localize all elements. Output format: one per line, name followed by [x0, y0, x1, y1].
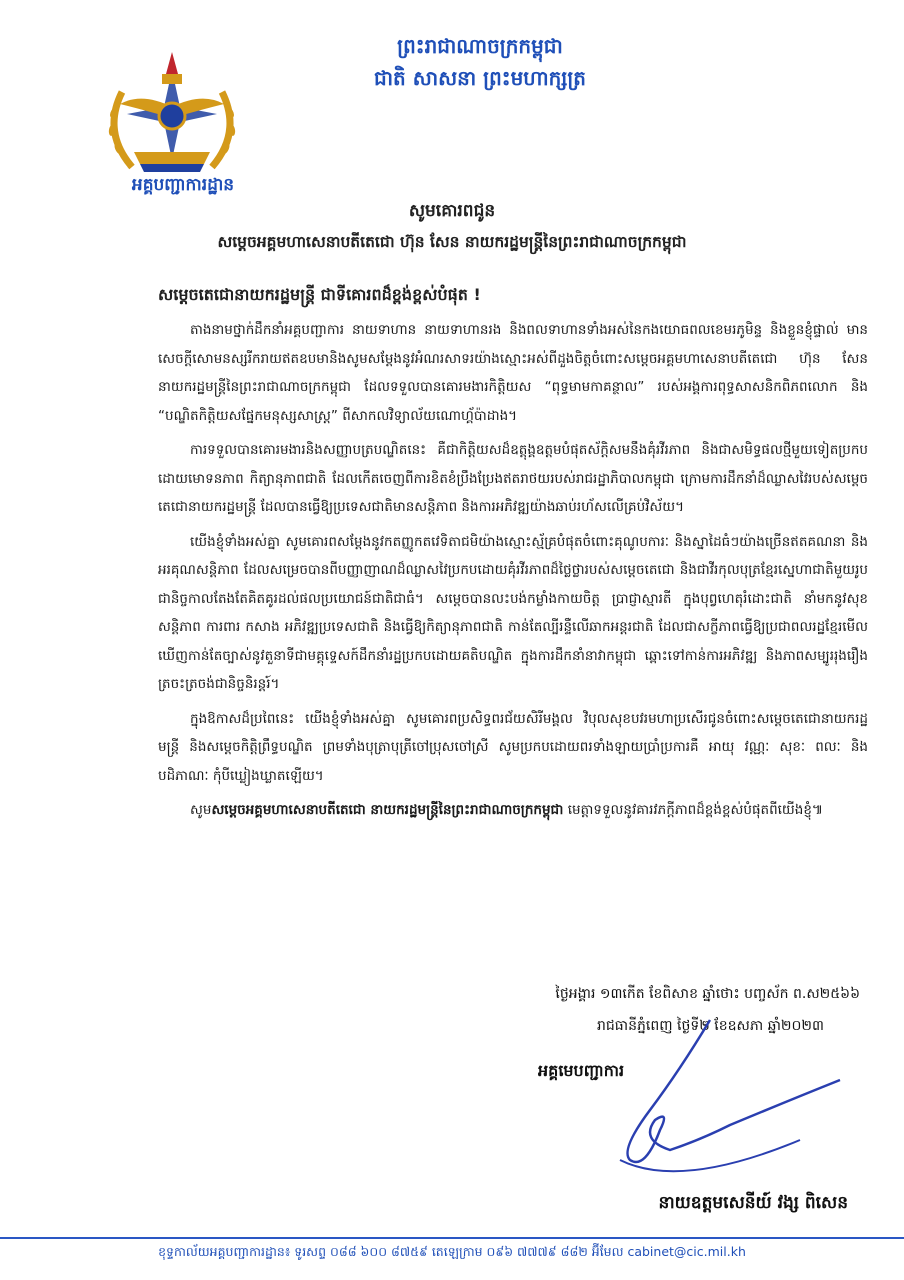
addressee-line: សម្តេចអគ្គមហាសេនាបតីតេជោ ហ៊ុន សែន នាយករដ្ឋមន្ត្រីនៃព្រះរាជាណាចក្រកម្ពុជា	[217, 233, 687, 251]
addressee-heading: សូមគោរពជូន	[408, 201, 496, 221]
signatory-name: នាយឧត្តមសេនីយ៍ វង្ស ពិសេន	[658, 1193, 848, 1213]
letterhead	[300, 30, 660, 94]
letter-body	[158, 316, 868, 831]
paragraph-4: ក្នុងឱកាសដ៏ប្រពៃនេះ យើងខ្ញុំទាំងអស់គ្នា សូមគោរពប្រសិទ្ធពរជ័យសិរីមង្គល វិបុលសុខបវរមហាប្រសើរជូនចំពោះសម្តេចតេជោនាយករដ្ឋមន្ត្រី និងសម្តេចកិត្តិព្រឹទ្ធបណ្ឌិត ព្រមទាំងបុត្រាបុត្រីចៅប្រុសចៅស្រី សូមប្រកបដោយពរទាំងឡាយប្រាំប្រការគឺ អាយុ វណ្ណៈ សុខៈ ពលៈ និងបដិភាណៈ កុំបីឃ្លៀងឃ្លាតឡើយ។	[158, 710, 868, 784]
office-name: អគ្គបញ្ជាការដ្ឋាន	[131, 175, 235, 195]
paragraph-3: យើងខ្ញុំទាំងអស់គ្នា សូមគោរពសម្តែងនូវកតញ្ញូកតវេទិតាជមិយ៉ាងស្មោះស្ម័គ្របំផុតចំពោះគុណូបការៈ និងស្នាដៃធំៗយ៉ាងច្រើនឥតគណនា និងអរគុណសន្តិភាព ដែលសម្រេចបានពីបញ្ញាញាណដ៏ឈ្លាសវៃប្រកបដោយគុំរវីរភាពដ៏ថ្លៃថ្លារបស់សម្តេចតេជោ និងជាវីរកុលបុត្រខ្មែរស្នេហាជាតិមួយរូប ជានិច្ចកាលតែងតែគិតគូរដល់ផលប្រយោជន៍ជាតិជាធំ។ សម្តេចបានលះបង់កម្លាំងកាយចិត្ត ប្រាជ្ញាស្មារតី ក្នុងបុព្វហេតុរំដោះជាតិ នាំមកនូវសុខសន្តិភាព ការពារ កសាង អភិវឌ្ឍប្រទេសជាតិ និងធ្វើឱ្យកិត្យានុភាពជាតិ កាន់តែល្បីរន្ទឺលើឆាកអន្តរជាតិ ដែលជាសក្ខីភាពធ្វើឱ្យប្រជាពលរដ្ឋខ្មែរមើលឃើញកាន់តែច្បាស់នូវតួនាទីជាមគ្គុទ្ទេសក៍ដឹកនាំរដ្ឋប្រកបដោយគតិបណ្ឌិត ក្នុងការដឹកនាំនាវាកម្ពុជា ឆ្ពោះទៅកាន់ការអភិវឌ្ឍ និងភាពសម្បូររុងរឿងត្រចះត្រចង់ជានិច្ចនិរន្តរ៍។	[158, 533, 868, 692]
paragraph-2: ការទទួលបានគោរមងារនិងសញ្ញាបត្របណ្ឌិតនេះ គឺជាកិត្តិយសដ៏ឧត្តុង្គឧត្តមបំផុតស័ក្តិសមនឹងគុំរវីរភាព និងជាសមិទ្ធផលថ្មីមួយទៀតប្រកបដោយមោទនភាព កិត្យានុភាពជាតិ ដែលកើតចេញពីការខិតខំប្រឹងប្រែងឥតរាថយរបស់រាជរដ្ឋាភិបាលកម្ពុជា ក្រោមការដឹកនាំដ៏ឈ្លាសវៃរបស់សម្តេចតេជោនាយករដ្ឋមន្ត្រី ដែលបានធ្វើឱ្យប្រទេសជាតិមានសន្តិភាព និងការអភិវឌ្ឍយ៉ាងឆាប់រហ័សលើគ្រប់វិស័យ។	[158, 442, 868, 515]
closing-suffix: មេត្តាទទួលនូវគារវភក្តីភាពដ៏ខ្ពង់ខ្ពស់បំផុតពីយើងខ្ញុំ៕	[563, 802, 824, 818]
lunar-date: ថ្ងៃអង្គារ ១៣កើត ខែពិសាខ ឆ្នាំថោះ បញ្ចស័ក ព.ស២៥៦៦	[555, 986, 860, 1002]
salutation: សម្តេចតេជោនាយករដ្ឋមន្ត្រី ជាទីគោរពដ៏ខ្ពង់ខ្ពស់បំផុត !	[158, 285, 481, 304]
kingdom-name: ព្រះរាជាណាចក្រកម្ពុជា	[397, 34, 563, 58]
footer-contact: ខុទ្ទកាល័យអគ្គបញ្ជាការដ្ឋាន៖ ទូរសព្ទ ០៨៨ ៦០០ ៨៧៥៩ តេឡេក្រាម ០៩៦ ៧៧៧៩ ៨៨២ អ៊ីមែល cabinet@cic.mil.kh	[158, 1244, 746, 1259]
rcaf-emblem-logo	[92, 52, 252, 182]
paragraph-1: តាងនាមថ្នាក់ដឹកនាំអគ្គបញ្ជាការ នាយទាហាន នាយទាហានរង និងពលទាហានទាំងអស់នៃកងយោធពលខេមរភូមិន្ទ និងខ្លួនខ្ញុំផ្ទាល់ មានសេចក្តីសោមនស្សរីករាយឥតឧបមានិងសូមសម្តែងនូវអំណរសាទរយ៉ាងស្មោះអស់ពីដួងចិត្តចំពោះសម្តេចអគ្គមហាសេនាបតីតេជោ ហ៊ុន សែន នាយករដ្ឋមន្ត្រីនៃព្រះរាជាណាចក្រកម្ពុជា ដែលទទួលបានគោរមងារកិត្តិយស “ពុទ្ធមាមកាគន្ថាល” របស់អង្គការពុទ្ធសាសនិកពិភពលោក និង “បណ្ឌិតកិត្តិយសផ្នែកមនុស្សសាស្ត្រ” ពីសាកលវិទ្យាល័យណោហ្គ័ប៉ាដាង។	[158, 322, 868, 424]
closing-bold: សម្តេចអគ្គមហាសេនាបតីតេជោ នាយករដ្ឋមន្ត្រីនៃព្រះរាជាណាចក្រកម្ពុជា	[211, 802, 564, 818]
closing-paragraph	[158, 796, 868, 825]
handwritten-signature	[560, 1010, 860, 1210]
closing-prefix: សូម	[190, 802, 212, 818]
footer-divider	[0, 1237, 904, 1239]
solar-date: រាជធានីភ្នំពេញ ថ្ងៃទី២ ខែឧសភា ឆ្នាំ២០២៣	[597, 1018, 824, 1034]
national-motto: ជាតិ សាសនា ព្រះមហាក្សត្រ	[374, 66, 586, 90]
signatory-title: អគ្គមេបញ្ជាការ	[538, 1061, 625, 1080]
